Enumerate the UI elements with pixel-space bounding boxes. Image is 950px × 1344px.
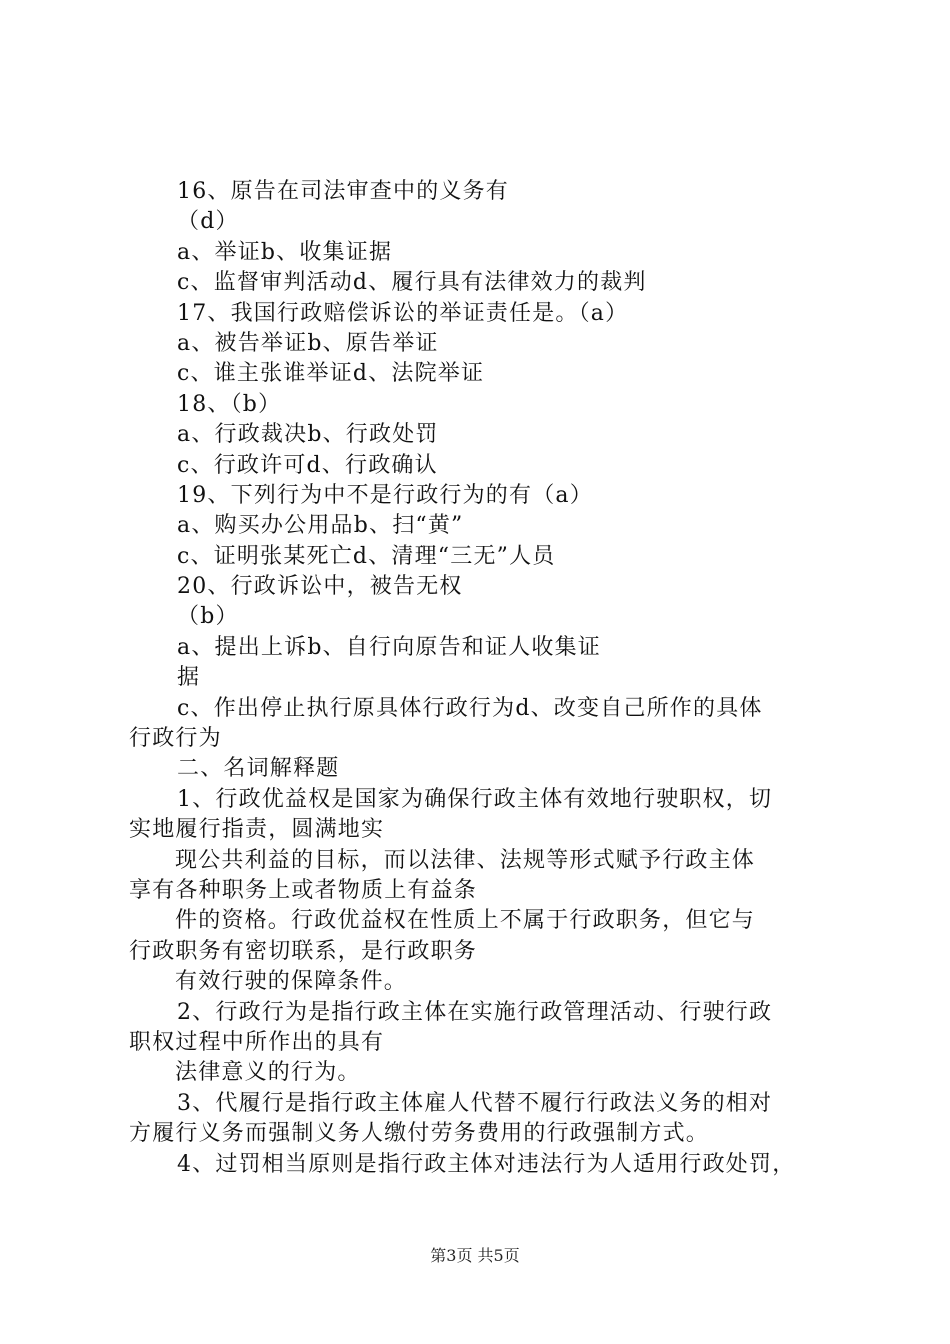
definition-4-line-1: 4、过罚相当原则是指行政主体对违法行为人适用行政处罚， xyxy=(177,1151,796,1177)
question-18-options-cd: c、行政许可d、行政确认 xyxy=(177,452,438,478)
definition-2-line-2: 职权过程中所作出的具有 xyxy=(129,1029,385,1055)
definition-3-line-2: 方履行义务而强制义务人缴付劳务费用的行政强制方式。 xyxy=(129,1121,710,1147)
definition-2-line-1: 2、行政行为是指行政主体在实施行政管理活动、行驶行政 xyxy=(177,999,773,1025)
question-20-options-cd-cont: 行政行为 xyxy=(129,726,222,752)
question-17-options-cd: c、谁主张谁举证d、法院举证 xyxy=(177,361,485,387)
question-17-options-ab: a、被告举证b、原告举证 xyxy=(177,330,439,356)
definition-1-line-7: 有效行驶的保障条件。 xyxy=(175,969,408,995)
definition-1-line-1: 1、行政优益权是国家为确保行政主体有效地行驶职权，切 xyxy=(177,786,773,812)
definition-1-line-2: 实地履行指责，圆满地实 xyxy=(129,817,385,843)
question-16-options-cd: c、监督审判活动d、履行具有法律效力的裁判 xyxy=(177,270,647,296)
question-20-options-ab: a、提出上诉b、自行向原告和证人收集证 xyxy=(177,634,602,660)
definition-1-line-4: 享有各种职务上或者物质上有益条 xyxy=(129,877,478,903)
question-16-options-ab: a、举证b、收集证据 xyxy=(177,239,393,265)
question-19-stem: 19、下列行为中不是行政行为的有（a） xyxy=(177,482,593,508)
question-19-options-ab: a、购买办公用品b、扫“黄” xyxy=(177,513,464,539)
page-number-footer: 第3页 共5页 xyxy=(430,1246,520,1265)
question-20-stem: 20、行政诉讼中，被告无权 xyxy=(177,574,463,600)
section-heading-definitions: 二、名词解释题 xyxy=(177,756,340,782)
question-16-answer: （d） xyxy=(177,209,239,235)
definition-3-line-1: 3、代履行是指行政主体雇人代替不履行行政法义务的相对 xyxy=(177,1090,773,1116)
question-16-stem: 16、原告在司法审查中的义务有 xyxy=(177,179,509,204)
question-18-options-ab: a、行政裁决b、行政处罚 xyxy=(177,422,439,448)
question-19-options-cd: c、证明张某死亡d、清理“三无”人员 xyxy=(177,543,556,569)
definition-1-line-5: 件的资格。行政优益权在性质上不属于行政职务，但它与 xyxy=(175,908,756,934)
question-20-options-ab-cont: 据 xyxy=(177,665,201,691)
definition-2-line-3: 法律意义的行为。 xyxy=(175,1060,361,1086)
definition-1-line-3: 现公共利益的目标，而以法律、法规等形式赋予行政主体 xyxy=(175,847,756,873)
definition-1-line-6: 行政职务有密切联系，是行政职务 xyxy=(129,938,478,964)
question-20-answer: （b） xyxy=(177,604,239,630)
question-20-options-cd: c、作出停止执行原具体行政行为d、改变自己所作的具体 xyxy=(177,695,763,721)
document-body xyxy=(129,177,834,1180)
question-17-stem: 17、我国行政赔偿诉讼的举证责任是。（a） xyxy=(177,300,629,326)
question-18-stem: 18、（b） xyxy=(177,391,282,417)
